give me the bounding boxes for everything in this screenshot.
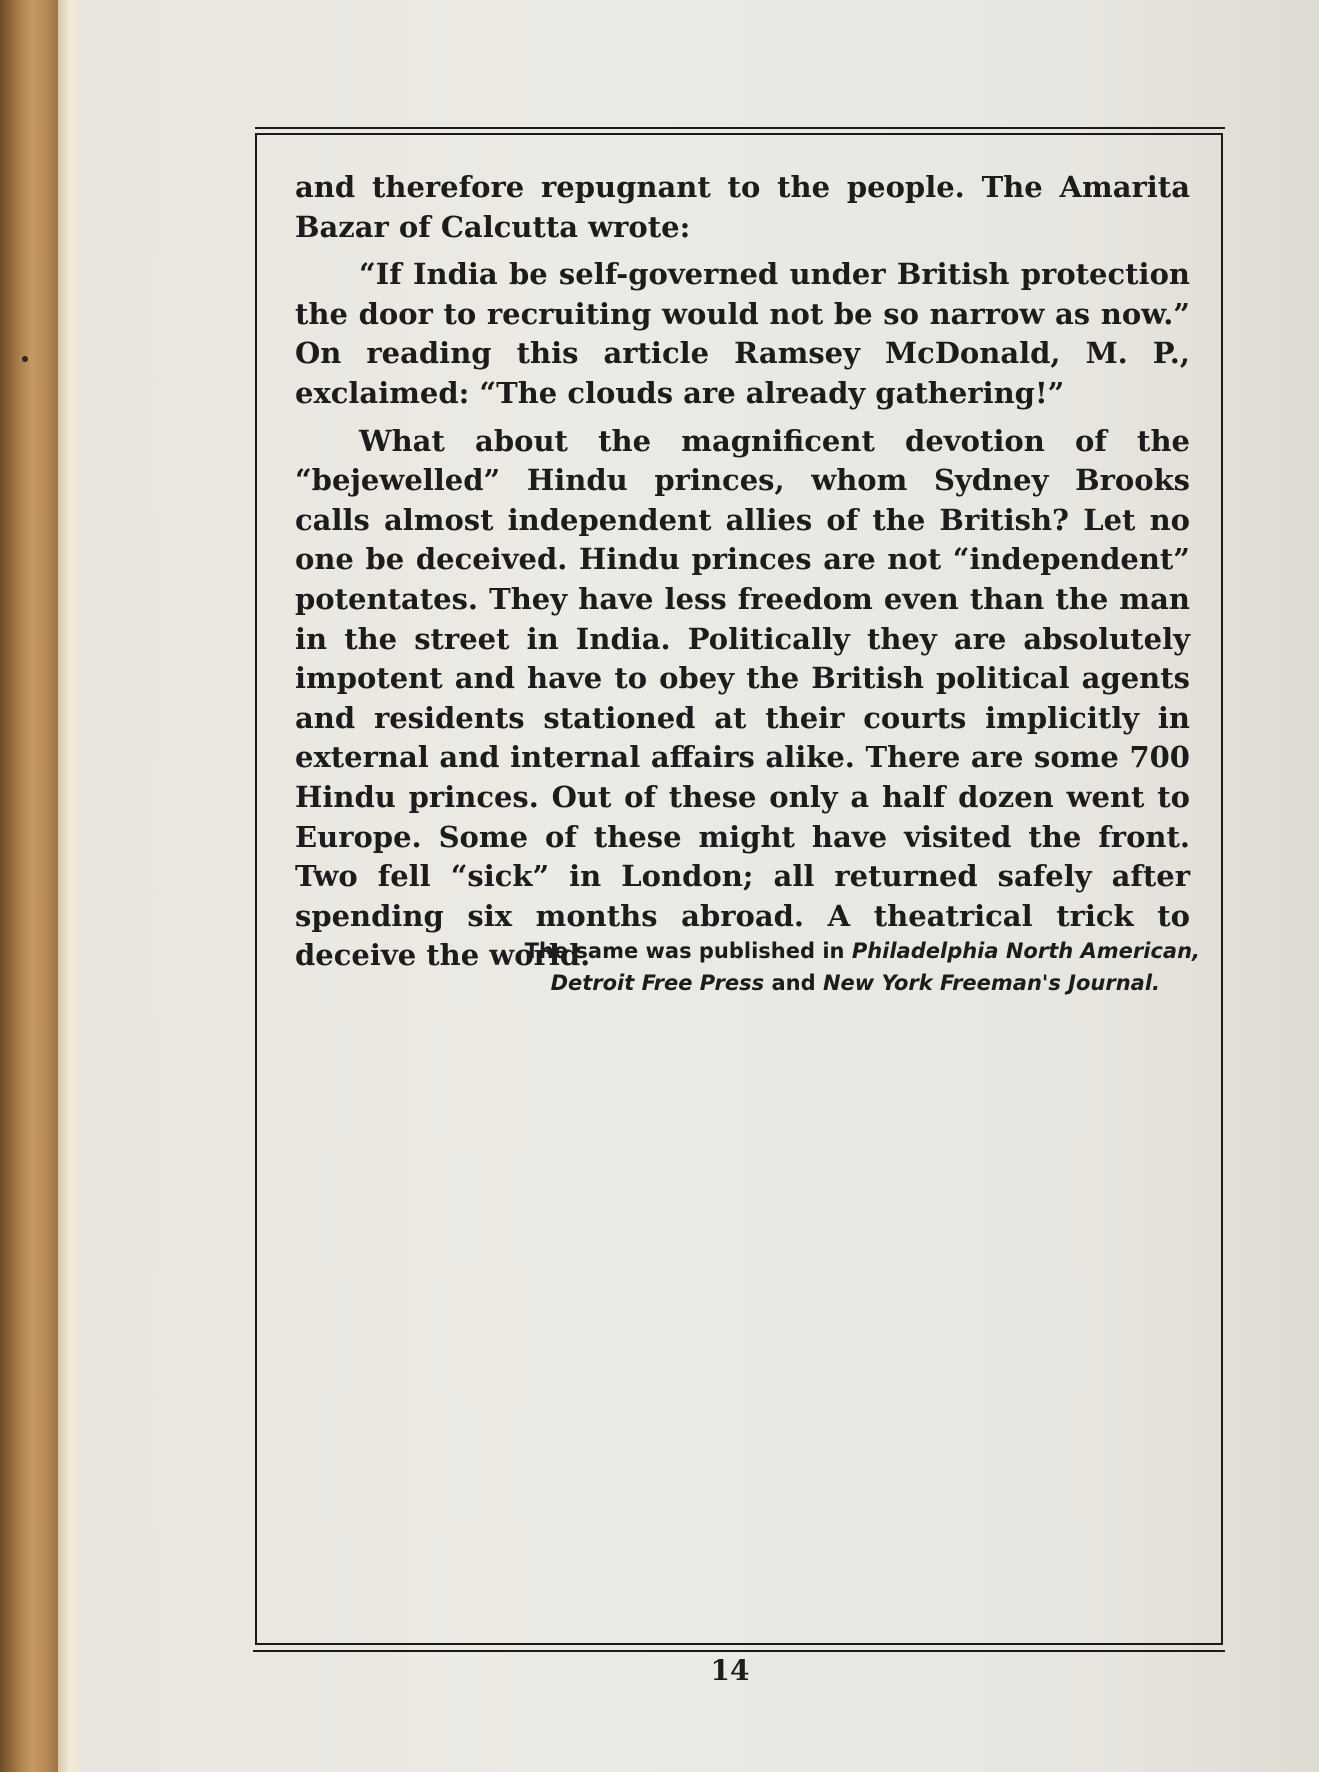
- frame-bottom-rule: [253, 1650, 1225, 1652]
- body-text: [295, 168, 1190, 984]
- source-note-prefix: The same was published in: [524, 939, 852, 963]
- source-publication-1: Philadelphia North American,: [851, 939, 1200, 963]
- source-note-line-2: [470, 967, 1200, 999]
- page-number: 14: [710, 1654, 750, 1687]
- book-binding: [0, 0, 58, 1772]
- paper-speck: [22, 356, 28, 362]
- source-note: [470, 935, 1200, 999]
- frame-top-rule: [255, 127, 1225, 129]
- source-publication-3: New York Freeman's Journal.: [822, 971, 1160, 995]
- source-note-connector: and: [764, 971, 823, 995]
- paragraph-3: What about the magnificent devotion of the “bejewelled” Hindu princes, whom Sydney Brooks calls almost independent allies of the British? Let no one be deceived. Hindu princes are not “independent” potentates. They have less freedom even than the man in the street in India. Politically they are absolutely impotent and have to obey the British political agents and residents stationed at their courts implicitly in external and internal affairs alike. There are some 700 Hindu princes. Out of these only a half dozen went to Europe. Some of these might have visited the front. Two fell “sick” in London; all returned safely after spending six months abroad. A theatrical trick to deceive the world.: [295, 423, 1190, 973]
- paragraph-2: “If India be self-governed under British protection the door to recruiting would not be so narrow as now.” On reading this article Ramsey McDonald, M. P., exclaimed: “The clouds are already gathering!”: [295, 257, 1190, 410]
- paragraph-1: and therefore repugnant to the people. The Amarita Bazar of Calcutta wrote:: [295, 170, 1190, 244]
- source-publication-2: Detroit Free Press: [550, 971, 765, 995]
- source-note-line-1: [470, 935, 1200, 967]
